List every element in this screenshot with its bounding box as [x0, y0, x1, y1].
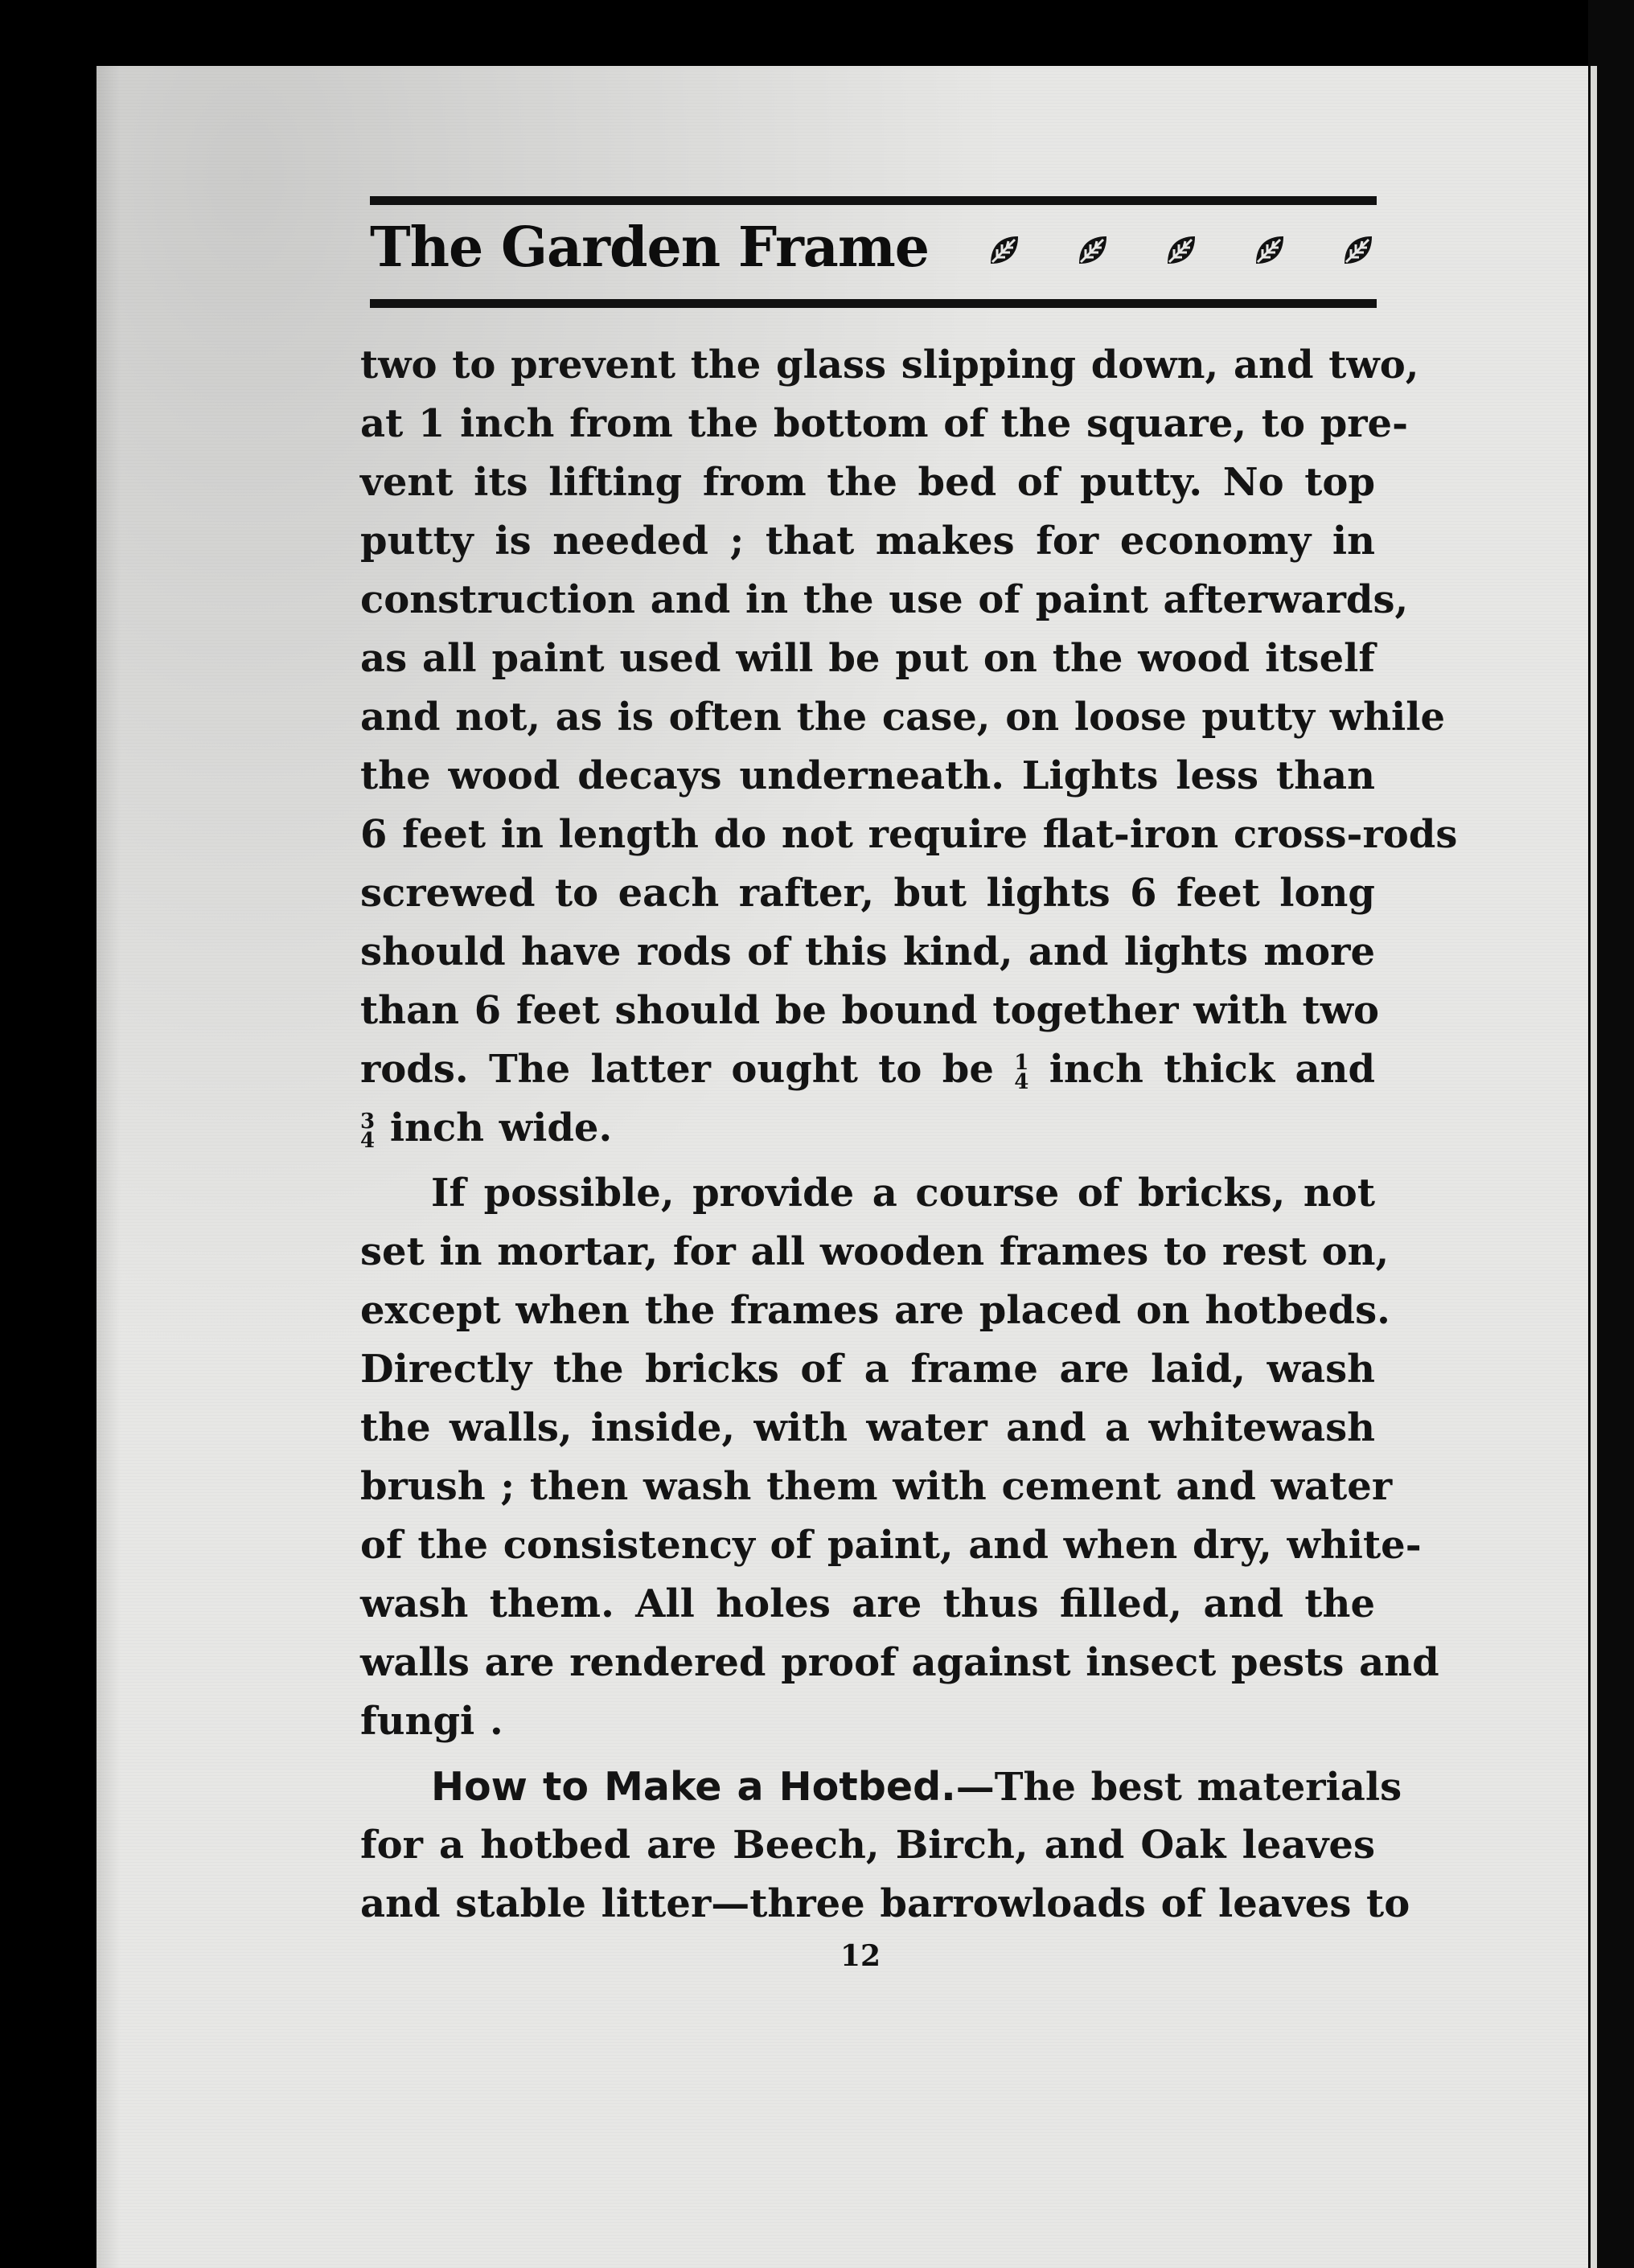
text-line: construction and in the use of paint afterwards, — [360, 577, 1409, 622]
text-line: at 1 inch from the bottom of the square, to pre- — [360, 401, 1409, 446]
facing-page-edge — [1591, 66, 1597, 2268]
fraction-denominator: 4 — [1014, 1069, 1029, 1094]
fraction-denominator: 4 — [360, 1128, 376, 1153]
page-number: 12 — [840, 1939, 881, 1973]
text-line — [360, 1040, 1375, 1099]
text-line: walls are rendered proof against insect pests and — [360, 1640, 1439, 1685]
leaf-icon — [1251, 232, 1288, 269]
paragraph — [360, 336, 1458, 1158]
paragraph — [360, 1164, 1439, 1751]
text-line: putty is needed ; that makes for economy in — [360, 519, 1375, 564]
text-line: If possible, provide a course of bricks, not — [431, 1171, 1375, 1216]
text-line: brush ; then wash them with cement and water — [360, 1464, 1393, 1509]
text-line: for a hotbed are Beech, Birch, and Oak leaves — [360, 1823, 1375, 1868]
header-rule-bottom — [370, 299, 1377, 308]
text-line: 6 feet in length do not require flat-iron cross-rods — [360, 812, 1458, 857]
text-line: wash them. All holes are thus filled, and the — [360, 1581, 1375, 1626]
leaf-icon — [986, 232, 1023, 269]
leaf-ornaments — [986, 232, 1377, 269]
section-subhead: How to Make a Hotbed. — [431, 1764, 956, 1810]
text-line: than 6 feet should be bound together with two — [360, 988, 1380, 1033]
text-line — [360, 1757, 1402, 1816]
fraction-three-quarters — [360, 1109, 376, 1153]
page-header — [370, 211, 1377, 294]
fraction-quarter — [1014, 1050, 1029, 1094]
running-head: The Garden Frame — [370, 215, 930, 280]
line-text: rods. The latter ought to be — [360, 1047, 994, 1092]
text-line: the walls, inside, with water and a whitewash — [360, 1405, 1375, 1450]
line-text: —The best materials — [955, 1765, 1402, 1810]
leaf-icon — [1340, 232, 1377, 269]
fraction-numerator: 3 — [360, 1109, 376, 1134]
text-line: two to prevent the glass slipping down, and two, — [360, 342, 1419, 388]
line-text: inch thick and — [1049, 1047, 1376, 1092]
leaf-icon — [1074, 232, 1111, 269]
text-line — [360, 1099, 1375, 1158]
text-line: set in mortar, for all wooden frames to rest on, — [360, 1229, 1390, 1274]
header-rule-top — [370, 196, 1377, 205]
text-line: screwed to each rafter, but lights 6 feet long — [360, 871, 1375, 916]
text-line: and stable litter—three barrowloads of leaves to — [360, 1881, 1410, 1926]
leaf-icon — [1163, 232, 1200, 269]
text-line: of the consistency of paint, and when dry, white- — [360, 1523, 1422, 1568]
paragraph — [360, 1757, 1410, 1934]
text-line: should have rods of this kind, and lights more — [360, 929, 1375, 974]
text-line: the wood decays underneath. Lights less than — [360, 753, 1375, 798]
text-line: as all paint used will be put on the wood itself — [360, 636, 1375, 681]
fraction-numerator: 1 — [1014, 1050, 1029, 1075]
body-text — [360, 336, 1458, 1934]
text-line: except when the frames are placed on hotbeds. — [360, 1288, 1390, 1333]
text-line: vent its lifting from the bed of putty. No top — [360, 460, 1375, 505]
text-line: and not, as is often the case, on loose putty while — [360, 695, 1445, 740]
text-line: fungi . — [360, 1699, 503, 1744]
text-line: Directly the bricks of a frame are laid, wash — [360, 1347, 1375, 1392]
line-text: inch wide. — [389, 1105, 613, 1150]
